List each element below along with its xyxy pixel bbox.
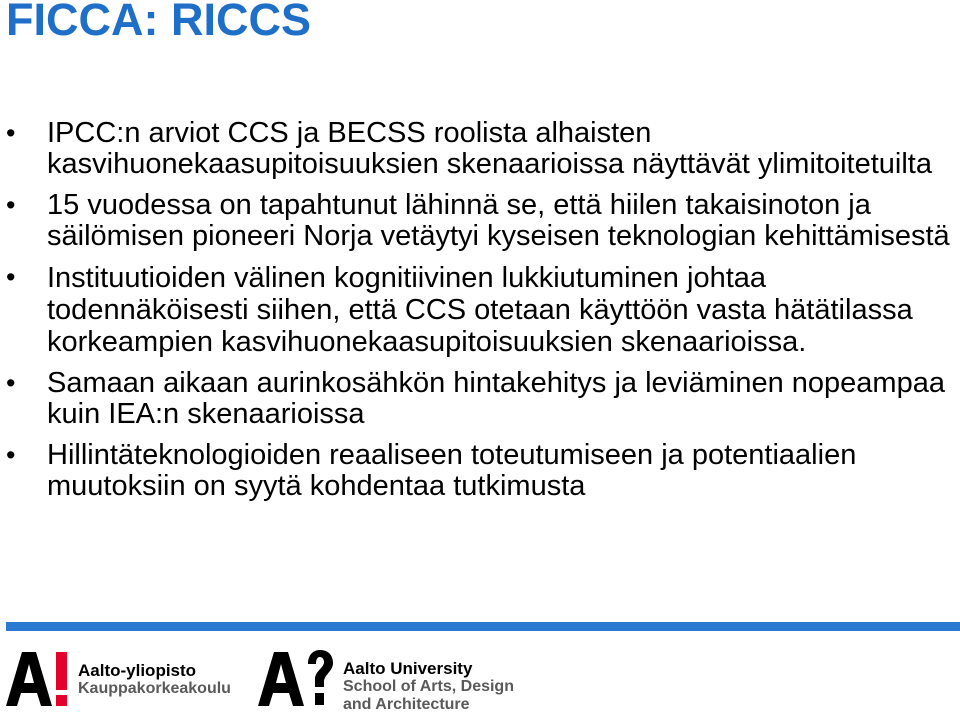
bullet-item (0, 440, 960, 502)
aalto-arts-logo-text (343, 660, 514, 714)
aalto-business-logo-text (78, 662, 231, 698)
bullet-dot: • (6, 368, 16, 398)
logo-line: School of Arts, Design (343, 678, 514, 695)
logo-line: Kauppakorkeakoulu (78, 680, 231, 697)
logo-line: and Architecture (343, 696, 470, 713)
bullet-text: IPCC:n arviot CCS ja BECSS roolista alhaisten kasvihuonekaasupitoisuuksien skenaarioissa näyttävät ylimitoitetuilta (47, 117, 932, 180)
bullet-dot: • (6, 440, 16, 470)
bullet-text: Instituutioiden välinen kognitiivinen lukkiutuminen johtaa todennäköisesti siihen, että CCS otetaan käyttöön vasta hätätilassa korkeampien kasvihuonekaasupitoisuuksien skenaarioissa. (47, 262, 913, 358)
slide-title: FICCA: RICCS (6, 0, 311, 45)
logo-line: Aalto-yliopisto (78, 661, 197, 680)
aalto-arts-logo (258, 650, 558, 713)
bullet-text: Hillintäteknologioiden reaaliseen toteutumiseen ja potentiaalien muutoksiin on syytä kohdentaa tutkimusta (47, 439, 857, 502)
bullet-dot: • (6, 190, 16, 220)
aalto-a-exclamation-icon (6, 650, 70, 708)
bullet-item (0, 262, 960, 358)
aalto-business-logo (6, 650, 236, 710)
bullet-item (0, 368, 960, 430)
bullet-text: Samaan aikaan aurinkosähkön hintakehitys ja leviäminen nopeampaa kuin IEA:n skenaarioissa (47, 367, 945, 430)
bullet-text: 15 vuodessa on tapahtunut lähinnä se, että hiilen takaisinoton ja säilömisen pioneeri Norja vetäytyi kyseisen teknologian kehittämisestä (47, 189, 950, 252)
bullet-item (0, 118, 960, 180)
footer-divider (6, 622, 960, 631)
aalto-a-question-icon (258, 650, 334, 708)
bullet-dot: • (6, 262, 16, 292)
bullet-list (0, 118, 960, 512)
bullet-item (0, 190, 960, 252)
logo-line: Aalto University (343, 659, 473, 678)
bullet-dot: • (6, 118, 16, 148)
